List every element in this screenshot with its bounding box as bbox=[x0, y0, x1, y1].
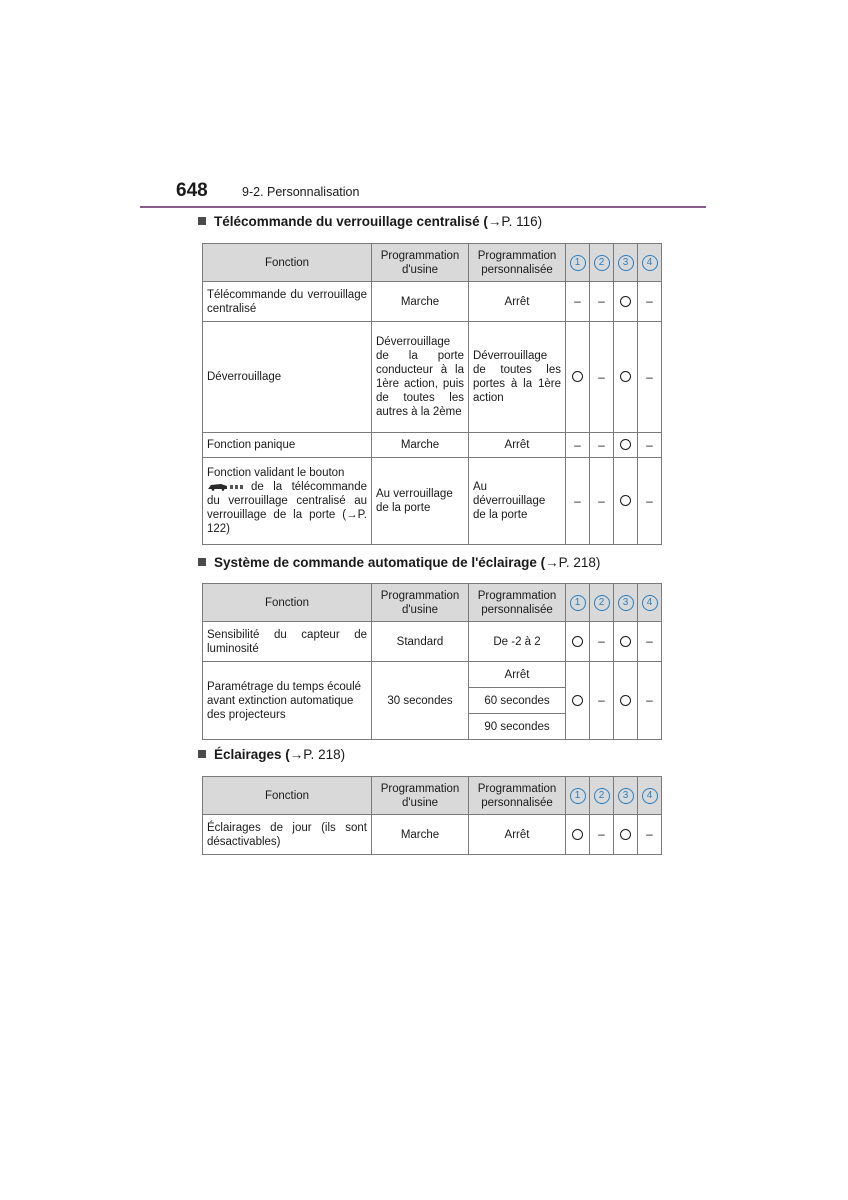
col-1-icon: 1 bbox=[570, 595, 586, 611]
circle-mark-icon bbox=[620, 495, 631, 506]
table-header-row: Fonction Programmation d'usine Programmation personnalisée 1 2 3 4 bbox=[203, 584, 662, 622]
circle-mark-icon bbox=[572, 695, 583, 706]
table-row: 60 secondes bbox=[203, 688, 662, 714]
col-4-icon: 4 bbox=[642, 255, 658, 271]
col-3-icon: 3 bbox=[618, 255, 634, 271]
table-row: Fonction panique Marche Arrêt – – – bbox=[203, 433, 662, 458]
circle-mark-icon bbox=[572, 829, 583, 840]
circle-mark-icon bbox=[620, 296, 631, 307]
table-row: Sensibilité du capteur de luminosité Standard De -2 à 2 – – bbox=[203, 622, 662, 662]
col-perso: Programmation personnalisée bbox=[469, 244, 566, 282]
col-4-icon: 4 bbox=[642, 595, 658, 611]
page-number: 648 bbox=[176, 180, 208, 201]
circle-mark-icon bbox=[572, 636, 583, 647]
circle-mark-icon bbox=[620, 636, 631, 647]
col-2-icon: 2 bbox=[594, 255, 610, 271]
bullet-square-icon bbox=[198, 750, 206, 758]
table-row: 90 secondes bbox=[203, 714, 662, 740]
table-row: Déverrouillage Déverrouillage de la porte conducteur à la 1ère action, puis de toutes les autres à la 2ème Déverrouillage de toutes les portes à la 1ère action – – bbox=[203, 322, 662, 433]
col-4-icon: 4 bbox=[642, 788, 658, 804]
bullet-square-icon bbox=[198, 558, 206, 566]
table-header-row: Fonction Programmation d'usine Programmation personnalisée 1 2 3 4 bbox=[203, 777, 662, 815]
circle-mark-icon bbox=[620, 695, 631, 706]
col-1-icon: 1 bbox=[570, 255, 586, 271]
section-title-remote: Télécommande du verrouillage centralisé (→P. 116) bbox=[198, 214, 542, 229]
table-header-row bbox=[203, 244, 662, 282]
section-title-daytime-lights: Éclairages (→P. 218) bbox=[198, 747, 345, 762]
circle-mark-icon bbox=[620, 371, 631, 382]
circle-mark-icon bbox=[620, 439, 631, 450]
col-fonction: Fonction bbox=[203, 244, 372, 282]
circle-mark-icon bbox=[572, 371, 583, 382]
table-row: Télécommande du verrouillage centralisé Marche Arrêt – – – bbox=[203, 282, 662, 322]
col-3-icon: 3 bbox=[618, 788, 634, 804]
table-row: Paramétrage du temps écoulé avant extinction automatique des projecteurs 30 secondes Arrêt – – bbox=[203, 662, 662, 688]
col-3-icon: 3 bbox=[618, 595, 634, 611]
header-rule bbox=[140, 206, 706, 208]
table-remote bbox=[202, 243, 662, 545]
trunk-key-icon bbox=[207, 482, 245, 491]
table-row: Fonction validant le bouton de la télécommande du verrouillage centralisé au verrouillage de la porte (→P. 122) Au verrouillage de la porte Au déverrouillage de la porte – – – bbox=[203, 458, 662, 545]
table-lighting-control bbox=[202, 583, 662, 740]
chapter-title: 9-2. Personnalisation bbox=[242, 185, 360, 199]
col-1-icon: 1 bbox=[570, 788, 586, 804]
col-2-icon: 2 bbox=[594, 595, 610, 611]
table-daytime-lights bbox=[202, 776, 662, 855]
table-row: Éclairages de jour (ils sont désactivables) Marche Arrêt – – bbox=[203, 815, 662, 855]
bullet-square-icon bbox=[198, 217, 206, 225]
col-2-icon: 2 bbox=[594, 788, 610, 804]
col-usine: Programmation d'usine bbox=[372, 244, 469, 282]
section-title-lighting-control: Système de commande automatique de l'éclairage (→P. 218) bbox=[198, 555, 600, 570]
circle-mark-icon bbox=[620, 829, 631, 840]
